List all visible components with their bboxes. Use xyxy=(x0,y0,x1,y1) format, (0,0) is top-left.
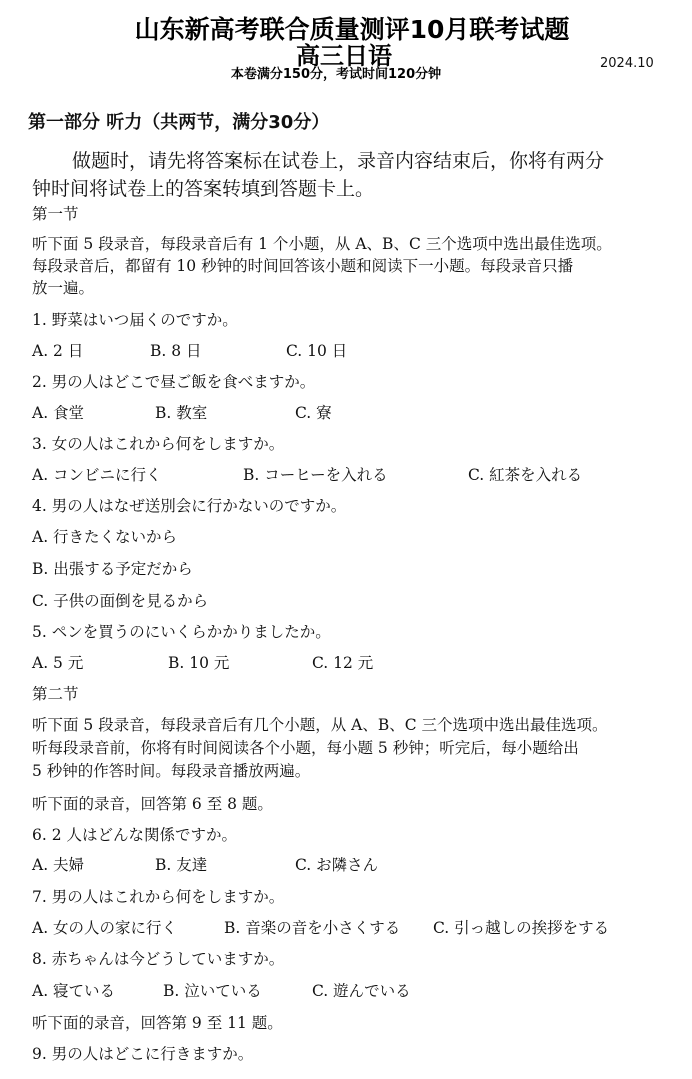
intro-line: 做题时，请先将答案标在试卷上，录音内容结束后，你将有两分 xyxy=(72,150,605,172)
part-heading: 第一部分 听力（共两节，满分30分） xyxy=(28,112,330,133)
question-8: 8. 赤ちゃんは今どうしていますか。 xyxy=(32,950,285,968)
q6-option-a: A. 夫婦 xyxy=(32,856,85,874)
group-note: 听下面的录音，回答第 6 至 8 题。 xyxy=(32,795,273,813)
q6-option-b: B. 友達 xyxy=(155,856,208,874)
question-3: 3. 女の人はこれから何をしますか。 xyxy=(32,435,285,453)
q5-option-c: C. 12 元 xyxy=(312,654,374,672)
q5-option-b: B. 10 元 xyxy=(168,654,230,672)
q6-option-c: C. お隣さん xyxy=(295,856,379,874)
question-5: 5. ペンを買うのにいくらかかりましたか。 xyxy=(32,623,331,641)
q2-option-a: A. 食堂 xyxy=(32,404,85,422)
question-1: 1. 野菜はいつ届くのですか。 xyxy=(32,311,238,329)
q3-option-b: B. コーヒーを入れる xyxy=(243,466,388,484)
q1-option-c: C. 10 日 xyxy=(286,342,348,360)
q7-option-c: C. 引っ越しの挨拶をする xyxy=(433,919,610,937)
q7-option-a: A. 女の人の家に行く xyxy=(32,919,178,937)
exam-subject: 高三日语 xyxy=(296,42,392,70)
q1-option-b: B. 8 日 xyxy=(150,342,202,360)
section2-label: 第二节 xyxy=(32,685,79,703)
section1-instruction-line: 听下面 5 段录音，每段录音后有 1 个小题，从 A、B、C 三个选项中选出最佳选项。 xyxy=(32,235,612,253)
q8-option-b: B. 泣いている xyxy=(163,982,262,1000)
exam-meta: 本卷满分150分，考试时间120分钟 xyxy=(230,67,442,82)
section2-instruction-line: 听每段录音前，你将有时间阅读各个小题，每小题 5 秒钟；听完后，每小题给出 xyxy=(32,739,579,757)
question-2: 2. 男の人はどこで昼ご飯を食べますか。 xyxy=(32,373,316,391)
q3-option-c: C. 紅茶を入れる xyxy=(468,466,583,484)
question-6: 6. 2 人はどんな関係ですか。 xyxy=(32,826,238,844)
question-9: 9. 男の人はどこに行きますか。 xyxy=(32,1045,254,1063)
section2-instruction-line: 听下面 5 段录音，每段录音后有几个小题，从 A、B、C 三个选项中选出最佳选项。 xyxy=(32,716,608,734)
section1-instruction-line: 放一遍。 xyxy=(32,279,95,297)
q2-option-c: C. 寮 xyxy=(295,404,332,422)
q4-option-c: C. 子供の面倒を見るから xyxy=(32,592,209,610)
intro-line: 钟时间将试卷上的答案转填到答题卡上。 xyxy=(32,178,375,200)
section1-instruction-line: 每段录音后，都留有 10 秒钟的时间回答该小题和阅读下一小题。每段录音只播 xyxy=(32,257,574,275)
exam-title: 山东新高考联合质量测评10月联考试题 xyxy=(134,15,570,44)
q4-option-a: A. 行きたくないから xyxy=(32,528,178,546)
section2-instruction-line: 5 秒钟的作答时间。每段录音播放两遍。 xyxy=(32,762,311,780)
q1-option-a: A. 2 日 xyxy=(32,342,84,360)
q2-option-b: B. 教室 xyxy=(155,404,208,422)
exam-date: 2024.10 xyxy=(600,56,654,71)
q8-option-c: C. 遊んでいる xyxy=(312,982,411,1000)
q7-option-b: B. 音楽の音を小さくする xyxy=(224,919,401,937)
q3-option-a: A. コンビニに行く xyxy=(32,466,162,484)
question-7: 7. 男の人はこれから何をしますか。 xyxy=(32,888,285,906)
q5-option-a: A. 5 元 xyxy=(32,654,84,672)
question-4: 4. 男の人はなぜ送別会に行かないのですか。 xyxy=(32,497,347,515)
q8-option-a: A. 寝ている xyxy=(32,982,116,1000)
section1-label: 第一节 xyxy=(32,205,79,223)
group-note: 听下面的录音，回答第 9 至 11 题。 xyxy=(32,1014,283,1032)
q4-option-b: B. 出張する予定だから xyxy=(32,560,193,578)
